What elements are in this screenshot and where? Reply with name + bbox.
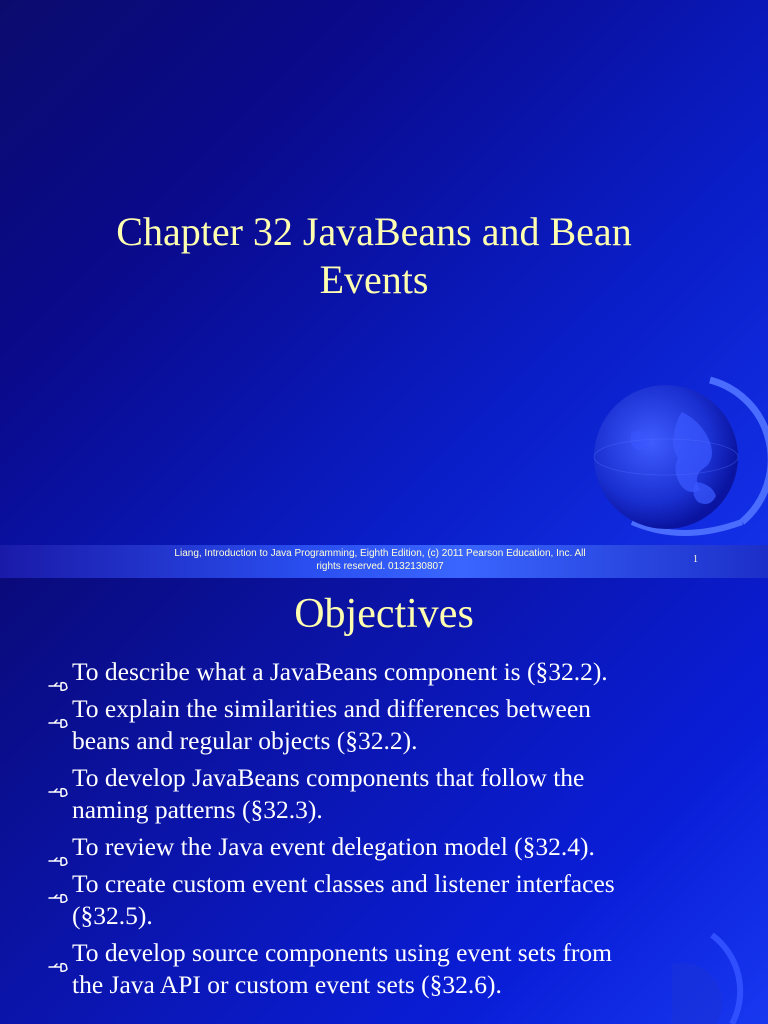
bullet-text-line-1: To explain the similarities and differences between [72,694,591,723]
page-number: 1 [693,554,698,565]
bullet-text-line-1: To review the Java event delegation model (§32.4). [72,832,595,861]
copyright-line-1: Liang, Introduction to Java Programming, Eighth Edition, (c) 2011 Pearson Education, Inc. All [174,548,586,559]
copyright-line-2: rights reserved. 0132130807 [316,561,444,572]
bullet-text-line-1: To create custom event classes and listener interfaces [72,869,615,898]
slide-title [40,208,708,304]
list-item [48,831,748,863]
list-item [48,693,748,757]
bullet-text-line-2: (§32.5). [72,901,153,930]
slide-title-line-1: Chapter 32 JavaBeans and Bean [116,209,632,254]
bullet-text-line-1: To describe what a JavaBeans component is (§32.2). [72,657,608,686]
pointing-hand-icon [48,705,68,717]
globe-icon [592,372,768,545]
objectives-list [48,656,748,1006]
list-item [48,868,748,932]
copyright-text [150,545,610,573]
slide-footer [0,545,768,578]
list-item [48,762,748,826]
pointing-hand-icon [48,949,68,961]
slide-title-line-2: Events [319,257,429,302]
pointing-hand-icon [48,880,68,892]
bullet-text-line-1: To develop source components using event sets from [72,938,612,967]
list-item [48,656,748,688]
list-item [48,937,748,1001]
bullet-text-line-2: naming patterns (§32.3). [72,795,323,824]
pointing-hand-icon [48,668,68,680]
objectives-slide [0,578,768,1024]
bullet-text-line-2: beans and regular objects (§32.2). [72,726,418,755]
globe-icon [672,933,768,1024]
objectives-heading: Objectives [294,591,474,637]
bullet-text-line-1: To develop JavaBeans components that follow the [72,763,585,792]
pointing-hand-icon [48,774,68,786]
bullet-text-line-2: the Java API or custom event sets (§32.6). [72,970,502,999]
pointing-hand-icon [48,843,68,855]
